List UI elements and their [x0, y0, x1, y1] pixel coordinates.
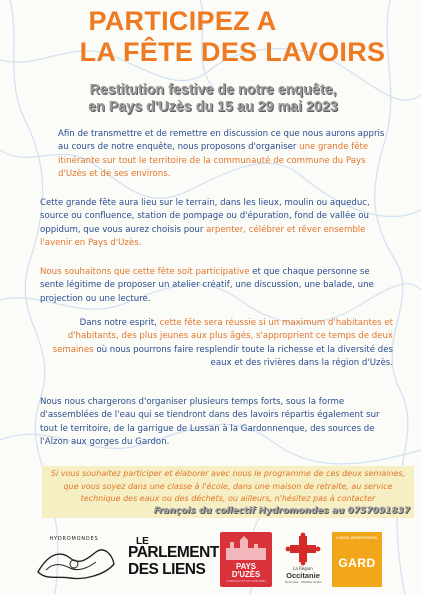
contact-line: François du collectif Hydromondes au 0757091837: [153, 506, 410, 516]
subtitle-line-2: en Pays d'Uzès du 15 au 29 mai 2023: [88, 99, 338, 115]
gard-logo-line-2: GARD: [338, 556, 376, 570]
paragraph-intro-highlight: une grande fête itinérante sur tout le territoire de la communauté de commune du Pays d'Uzès et de ses environs.: [58, 142, 369, 180]
gard-logo: [332, 532, 382, 587]
pays-uzes-logo: [220, 532, 272, 587]
occitanie-logo: [282, 532, 324, 587]
paragraph-participative: [40, 266, 388, 306]
parlement-logo-line-2: PARLEMENT: [128, 544, 219, 561]
occitanie-line-1: La Région: [293, 566, 313, 571]
paragraph-places-text: Cette grande fête aura lieu sur le terrain, dans les lieux, moulin ou aqueduc, source ou confluence, station de pompage ou d'épuration, fond de vallée ou oppidum, que vous aurez choisis pour: [40, 198, 370, 235]
paragraph-participative-text: et que chaque personne se sente légitime de proposer un atelier créatif, une discussion, une balade, une projection ou une lecture.: [40, 267, 374, 304]
paragraph-spirit: [36, 317, 393, 371]
paragraph-events: Nous nous chargerons d'organiser plusieurs temps forts, sous la forme d'assemblées de l'eau qui se tiendront dans des lavoirs répartis également sur tout le territoire, de la garrigue de Lussan à la Gardonnenque, des sources de l'Alzon aux gorges du Gardon.: [40, 397, 380, 448]
invite-text: Si vous souhaitez participer et élaborer avec nous le programme de ces deux semaines, que vous soyez dans une classe à l'école, dans une maison de retraite, au service technique des eaux ou des déchets, ou ailleurs, n'hésitez pas à contacter: [50, 469, 406, 503]
hydromondes-wave-icon: [30, 528, 118, 588]
paragraph-participative-highlight: Nous souhaitons que cette fête soit participative: [40, 267, 250, 277]
paragraph-spirit-text-2: où nous pourrons faire resplendir toute la richesse et la diversité des eaux et des rivières dans la région d'Uzès.: [93, 344, 393, 369]
paragraph-intro: [58, 128, 386, 182]
paragraph-places: [40, 197, 394, 251]
occitanie-line-2: Occitanie: [286, 571, 320, 580]
subtitle-line-1: Restitution festive de notre enquête,: [89, 82, 337, 98]
title-line-2: LA FÊTE DES LAVOIRS: [79, 37, 386, 67]
gard-logo-line-1: CONSEIL DÉPARTEMENTAL: [336, 536, 378, 540]
pays-uzes-line-2: D'UZÈS: [231, 570, 261, 579]
subtitle: [18, 82, 408, 116]
occitanie-cross-icon: [282, 532, 324, 566]
pays-uzes-subtitle: COMMUNAUTÉ DE COMMUNES: [226, 580, 266, 583]
hydromondes-logo-caption: HYDROMONDES: [49, 536, 99, 542]
parlement-logo-line-1: LE: [136, 536, 149, 547]
pays-uzes-line-1: PAYS: [236, 562, 256, 571]
paragraph-spirit-text-1: Dans notre esprit,: [79, 318, 160, 328]
paragraph-spirit-highlight: cette fête sera réussie si un maximum d'habitantes et d'habitants, des plus jeunes aux plus âgés, s'approprient ce temps de deux semaines: [52, 318, 393, 355]
parlement-logo-line-3: DES LIENS: [128, 561, 206, 578]
parlement-des-liens-logo: [128, 532, 219, 580]
pays-uzes-logo-text: [220, 563, 272, 579]
hydromondes-logo: [30, 528, 118, 588]
title-line-1: PARTICIPEZ A: [88, 6, 277, 36]
occitanie-line-3: Pyrénées - Méditerranée: [284, 580, 322, 584]
paragraph-places-highlight: arpenter, célébrer et rêver ensemble l'avenir en Pays d'Uzès.: [40, 224, 366, 249]
paragraph-intro-text: Afin de transmettre et de remettre en discussion ce que nous aurons appris au cours de notre enquête, nous proposons d'organiser: [58, 129, 385, 153]
pays-uzes-skyline-icon: [220, 534, 272, 564]
